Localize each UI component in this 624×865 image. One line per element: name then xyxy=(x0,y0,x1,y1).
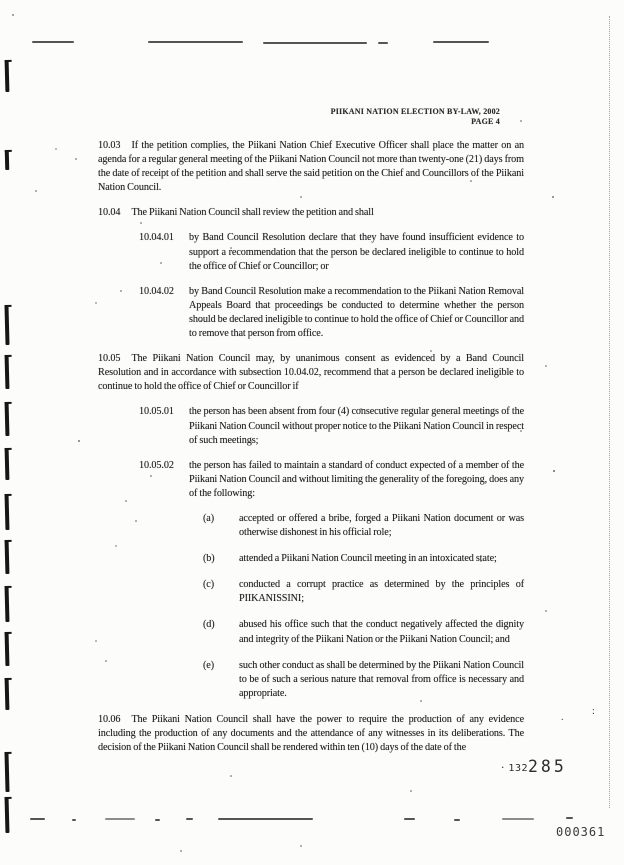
scan-speck xyxy=(360,408,362,410)
scan-speck xyxy=(160,262,162,264)
binding-mark xyxy=(5,586,9,622)
binding-mark xyxy=(5,402,9,436)
scan-speck xyxy=(520,120,522,122)
scan-speck xyxy=(480,560,482,562)
scan-speck xyxy=(180,850,182,852)
scan-speck xyxy=(125,500,127,502)
binding-mark xyxy=(5,632,9,666)
subsection-text: by Band Council Resolution declare that they have found insufficient evidence to support a recommendation that the person be declared ineligible to continue to hold the office of Chief or Councillor; or xyxy=(189,232,524,272)
scan-speck xyxy=(300,196,302,198)
scan-speck xyxy=(115,545,117,547)
scan-speck xyxy=(300,845,302,847)
pen-mark-colon: : xyxy=(592,706,595,717)
section-text: The Piikani Nation Council shall have the power to require the production of any evidence including the production of any documents and the attendance of any witnesses in its deliberations. The decision of the Piikani Nation Council shall be rendered within ten (10) days of the date of the xyxy=(98,713,524,754)
scan-speck xyxy=(250,440,252,442)
pen-mark-dot: . xyxy=(561,712,564,723)
scan-speck xyxy=(135,520,137,522)
section-10-03 xyxy=(98,139,524,195)
subsection-number: 10.05.01 xyxy=(139,406,174,418)
binding-mark xyxy=(5,678,9,710)
subsection-text: the person has failed to maintain a standard of conduct expected of a member of the Piikani Nation Council and without limiting the generality of the foregoing, does any of the following: xyxy=(189,459,524,499)
clause-letter: (e) xyxy=(203,659,215,671)
scan-speck xyxy=(230,247,232,249)
scan-speck xyxy=(545,610,547,612)
scan-speck xyxy=(520,430,522,432)
clause-text: attended a Piikani Nation Council meeting in an intoxicated state; xyxy=(239,553,497,565)
scan-speck xyxy=(553,470,555,472)
section-10-04 xyxy=(98,206,524,220)
scan-speck xyxy=(55,148,57,150)
scan-speck xyxy=(420,700,422,702)
clause-e xyxy=(98,659,524,701)
page-header xyxy=(331,107,500,126)
section-number: 10.03 xyxy=(98,140,121,151)
subsection-10-04-01 xyxy=(98,231,524,273)
bates-prefix: 132 xyxy=(508,763,528,774)
page-number-label: PAGE 4 xyxy=(471,116,500,126)
binding-mark xyxy=(5,150,9,170)
clause-text: such other conduct as shall be determined by the Piikani Nation Council to be of such a serious nature that removal from office is necessary and appropriate. xyxy=(239,659,524,699)
section-number: 10.04 xyxy=(98,207,121,219)
stamp-dot: . xyxy=(500,761,506,771)
section-text: The Piikani Nation Council shall review the petition and shall xyxy=(131,207,374,219)
scan-speck xyxy=(230,775,232,777)
clause-c xyxy=(98,578,524,606)
binding-mark xyxy=(5,494,9,530)
section-10-05 xyxy=(98,352,524,394)
scan-speck xyxy=(120,290,122,292)
section-number: 10.05 xyxy=(98,353,121,365)
subsection-number: 10.04.02 xyxy=(139,285,174,297)
clause-a xyxy=(98,512,524,540)
subsection-number: 10.04.01 xyxy=(139,232,174,244)
scan-speck xyxy=(470,180,472,182)
scan-speck xyxy=(95,640,97,642)
clause-text: conducted a corrupt practice as determined by the principles of PIIKANISSINI; xyxy=(239,579,524,605)
scan-speck xyxy=(200,320,202,322)
bates-number: 285 xyxy=(527,757,567,776)
section-10-06 xyxy=(98,713,524,755)
binding-mark xyxy=(4,752,9,792)
document-control-number: 000361 xyxy=(556,825,606,839)
document-body xyxy=(98,139,524,766)
subsection-10-04-02 xyxy=(98,285,524,341)
clause-letter: (b) xyxy=(203,553,215,565)
binding-mark xyxy=(5,797,9,833)
binding-mark xyxy=(5,540,9,574)
clause-letter: (a) xyxy=(203,512,215,524)
scan-speck xyxy=(410,790,412,792)
scan-speck xyxy=(35,190,37,192)
subsection-10-05-01 xyxy=(98,405,524,447)
subsection-10-05-02 xyxy=(98,459,524,501)
binding-mark xyxy=(5,355,9,389)
subsection-text: the person has been absent from four (4) consecutive regular general meetings of the Piikani Nation Council without proper notice to the Piikani Nation Council in respect of such meetings; xyxy=(189,406,524,446)
clause-letter: (c) xyxy=(203,579,215,591)
scan-speck xyxy=(150,475,152,477)
section-number: 10.06 xyxy=(98,713,121,725)
scan-speck xyxy=(95,302,97,304)
scan-speck xyxy=(552,196,554,198)
binding-mark xyxy=(5,448,9,480)
clause-text: abused his office such that the conduct negatively affected the dignity and integrity of the Piikani Nation or the Piikani Nation Council; and xyxy=(239,619,524,645)
binding-mark xyxy=(5,60,9,92)
scan-speck xyxy=(78,440,80,442)
scan-speck xyxy=(75,158,77,160)
clause-text: accepted or offered a bribe, forged a Piikani Nation document or was otherwise dishonest in his official role; xyxy=(239,512,524,539)
scan-speck xyxy=(140,222,142,224)
section-text: If the petition complies, the Piikani Nation Chief Executive Officer shall place the matter on an agenda for a regular general meeting of the Piikani Nation Council not more than twenty-one (21) days from the date of receipt of the petition and shall serve the said petition on the Chief and Councillors of the Piikani Nation Council. xyxy=(98,140,524,194)
bates-stamp xyxy=(500,757,567,776)
scan-speck xyxy=(430,350,432,352)
clause-d xyxy=(98,618,524,646)
section-text: The Piikani Nation Council may, by unanimous consent as evidenced by a Band Council Resolution and in accordance with subsection 10.04.02, recommend that a person be declared ineligible to continue to hold the office of Chief or Councillor if xyxy=(98,353,524,393)
clause-b xyxy=(98,552,524,566)
clause-letter: (d) xyxy=(203,619,215,631)
binding-mark xyxy=(4,305,9,345)
scan-edge-rule xyxy=(609,16,610,808)
scan-speck xyxy=(105,660,107,662)
scan-speck xyxy=(545,365,547,367)
subsection-number: 10.05.02 xyxy=(139,459,174,471)
scan-speck xyxy=(12,14,14,16)
document-title: PIIKANI NATION ELECTION BY-LAW, 2002 xyxy=(330,107,500,116)
subsection-text: by Band Council Resolution make a recommendation to the Piikani Nation Removal Appeals Board that proceedings be conducted to determine whether the person should be declared ineligible to continue to hold the office of Chief or Councillor and to remove that person from office. xyxy=(189,285,524,340)
